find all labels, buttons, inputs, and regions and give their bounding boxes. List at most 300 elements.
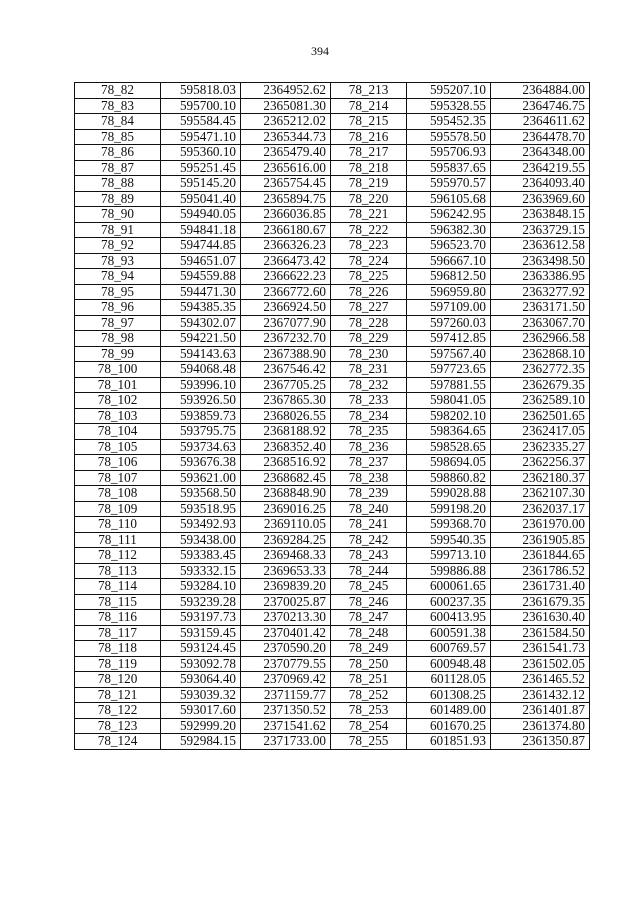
y-coordinate-cell: 2365754.45	[241, 176, 331, 192]
point-id-cell: 78_106	[75, 455, 161, 471]
y-coordinate-cell: 2363729.15	[491, 222, 590, 238]
y-coordinate-cell: 2362772.35	[491, 362, 590, 378]
x-coordinate-cell: 598202.10	[407, 408, 491, 424]
point-id-cell: 78_111	[75, 532, 161, 548]
x-coordinate-cell: 601489.00	[407, 703, 491, 719]
y-coordinate-cell: 2367232.70	[241, 331, 331, 347]
point-id-cell: 78_122	[75, 703, 161, 719]
table-row	[75, 672, 590, 688]
table-row	[75, 331, 590, 347]
point-id-cell: 78_247	[331, 610, 407, 626]
y-coordinate-cell: 2361731.40	[491, 579, 590, 595]
table-row	[75, 501, 590, 517]
x-coordinate-cell: 595041.40	[161, 191, 241, 207]
point-id-cell: 78_116	[75, 610, 161, 626]
x-coordinate-cell: 594302.07	[161, 315, 241, 331]
x-coordinate-cell: 601308.25	[407, 687, 491, 703]
x-coordinate-cell: 598041.05	[407, 393, 491, 409]
y-coordinate-cell: 2365616.00	[241, 160, 331, 176]
y-coordinate-cell: 2365344.73	[241, 129, 331, 145]
page-number: 394	[311, 44, 329, 58]
y-coordinate-cell: 2371541.62	[241, 718, 331, 734]
y-coordinate-cell: 2361844.65	[491, 548, 590, 564]
x-coordinate-cell: 593064.40	[161, 672, 241, 688]
y-coordinate-cell: 2370401.42	[241, 625, 331, 641]
point-id-cell: 78_254	[331, 718, 407, 734]
point-id-cell: 78_240	[331, 501, 407, 517]
point-id-cell: 78_244	[331, 563, 407, 579]
x-coordinate-cell: 593017.60	[161, 703, 241, 719]
x-coordinate-cell: 594651.07	[161, 253, 241, 269]
point-id-cell: 78_217	[331, 145, 407, 161]
x-coordinate-cell: 595706.93	[407, 145, 491, 161]
table-row	[75, 83, 590, 99]
point-id-cell: 78_245	[331, 579, 407, 595]
x-coordinate-cell: 598694.05	[407, 455, 491, 471]
x-coordinate-cell: 596812.50	[407, 269, 491, 285]
y-coordinate-cell: 2368682.45	[241, 470, 331, 486]
y-coordinate-cell: 2361905.85	[491, 532, 590, 548]
table-row	[75, 517, 590, 533]
x-coordinate-cell: 593438.00	[161, 532, 241, 548]
y-coordinate-cell: 2364348.00	[491, 145, 590, 161]
table-row	[75, 207, 590, 223]
y-coordinate-cell: 2362589.10	[491, 393, 590, 409]
y-coordinate-cell: 2363067.70	[491, 315, 590, 331]
point-id-cell: 78_83	[75, 98, 161, 114]
x-coordinate-cell: 597881.55	[407, 377, 491, 393]
point-id-cell: 78_233	[331, 393, 407, 409]
y-coordinate-cell: 2363498.50	[491, 253, 590, 269]
y-coordinate-cell: 2368352.40	[241, 439, 331, 455]
x-coordinate-cell: 597723.65	[407, 362, 491, 378]
point-id-cell: 78_120	[75, 672, 161, 688]
point-id-cell: 78_253	[331, 703, 407, 719]
table-row	[75, 532, 590, 548]
y-coordinate-cell: 2361970.00	[491, 517, 590, 533]
y-coordinate-cell: 2361401.87	[491, 703, 590, 719]
x-coordinate-cell: 593795.75	[161, 424, 241, 440]
table-row	[75, 687, 590, 703]
table-row	[75, 160, 590, 176]
x-coordinate-cell: 599028.88	[407, 486, 491, 502]
table-row	[75, 641, 590, 657]
point-id-cell: 78_229	[331, 331, 407, 347]
point-id-cell: 78_99	[75, 346, 161, 362]
y-coordinate-cell: 2366036.85	[241, 207, 331, 223]
table-row	[75, 377, 590, 393]
y-coordinate-cell: 2362679.35	[491, 377, 590, 393]
point-id-cell: 78_92	[75, 238, 161, 254]
x-coordinate-cell: 597109.00	[407, 300, 491, 316]
y-coordinate-cell: 2364746.75	[491, 98, 590, 114]
y-coordinate-cell: 2369468.33	[241, 548, 331, 564]
y-coordinate-cell: 2367865.30	[241, 393, 331, 409]
y-coordinate-cell: 2364478.70	[491, 129, 590, 145]
table-row	[75, 579, 590, 595]
y-coordinate-cell: 2369839.20	[241, 579, 331, 595]
y-coordinate-cell: 2367388.90	[241, 346, 331, 362]
point-id-cell: 78_97	[75, 315, 161, 331]
point-id-cell: 78_252	[331, 687, 407, 703]
x-coordinate-cell: 593859.73	[161, 408, 241, 424]
table-row	[75, 176, 590, 192]
y-coordinate-cell: 2370590.20	[241, 641, 331, 657]
y-coordinate-cell: 2364219.55	[491, 160, 590, 176]
table-row	[75, 129, 590, 145]
x-coordinate-cell: 593676.38	[161, 455, 241, 471]
x-coordinate-cell: 601128.05	[407, 672, 491, 688]
point-id-cell: 78_215	[331, 114, 407, 130]
x-coordinate-cell: 598528.65	[407, 439, 491, 455]
x-coordinate-cell: 593124.45	[161, 641, 241, 657]
point-id-cell: 78_96	[75, 300, 161, 316]
point-id-cell: 78_232	[331, 377, 407, 393]
x-coordinate-cell: 595584.45	[161, 114, 241, 130]
x-coordinate-cell: 595700.10	[161, 98, 241, 114]
point-id-cell: 78_93	[75, 253, 161, 269]
coordinates-table-body	[75, 83, 590, 750]
point-id-cell: 78_242	[331, 532, 407, 548]
point-id-cell: 78_102	[75, 393, 161, 409]
point-id-cell: 78_87	[75, 160, 161, 176]
x-coordinate-cell: 598364.65	[407, 424, 491, 440]
table-row	[75, 145, 590, 161]
table-row	[75, 284, 590, 300]
table-row	[75, 346, 590, 362]
x-coordinate-cell: 595818.03	[161, 83, 241, 99]
table-row	[75, 548, 590, 564]
table-row	[75, 455, 590, 471]
point-id-cell: 78_235	[331, 424, 407, 440]
point-id-cell: 78_216	[331, 129, 407, 145]
x-coordinate-cell: 601670.25	[407, 718, 491, 734]
x-coordinate-cell: 594744.85	[161, 238, 241, 254]
y-coordinate-cell: 2370025.87	[241, 594, 331, 610]
y-coordinate-cell: 2362335.27	[491, 439, 590, 455]
point-id-cell: 78_112	[75, 548, 161, 564]
point-id-cell: 78_124	[75, 734, 161, 750]
y-coordinate-cell: 2362868.10	[491, 346, 590, 362]
y-coordinate-cell: 2364884.00	[491, 83, 590, 99]
table-row	[75, 439, 590, 455]
table-row	[75, 300, 590, 316]
y-coordinate-cell: 2367705.25	[241, 377, 331, 393]
x-coordinate-cell: 600237.35	[407, 594, 491, 610]
y-coordinate-cell: 2366772.60	[241, 284, 331, 300]
x-coordinate-cell: 594221.50	[161, 331, 241, 347]
point-id-cell: 78_213	[331, 83, 407, 99]
y-coordinate-cell: 2366326.23	[241, 238, 331, 254]
x-coordinate-cell: 599198.20	[407, 501, 491, 517]
y-coordinate-cell: 2371733.00	[241, 734, 331, 750]
point-id-cell: 78_237	[331, 455, 407, 471]
point-id-cell: 78_108	[75, 486, 161, 502]
point-id-cell: 78_228	[331, 315, 407, 331]
x-coordinate-cell: 594940.05	[161, 207, 241, 223]
table-row	[75, 734, 590, 750]
point-id-cell: 78_101	[75, 377, 161, 393]
point-id-cell: 78_88	[75, 176, 161, 192]
point-id-cell: 78_89	[75, 191, 161, 207]
point-id-cell: 78_90	[75, 207, 161, 223]
point-id-cell: 78_84	[75, 114, 161, 130]
table-row	[75, 222, 590, 238]
x-coordinate-cell: 599368.70	[407, 517, 491, 533]
point-id-cell: 78_239	[331, 486, 407, 502]
y-coordinate-cell: 2363277.92	[491, 284, 590, 300]
y-coordinate-cell: 2361786.52	[491, 563, 590, 579]
y-coordinate-cell: 2363612.58	[491, 238, 590, 254]
x-coordinate-cell: 593197.73	[161, 610, 241, 626]
x-coordinate-cell: 594471.30	[161, 284, 241, 300]
y-coordinate-cell: 2364611.62	[491, 114, 590, 130]
y-coordinate-cell: 2362180.37	[491, 470, 590, 486]
x-coordinate-cell: 595970.57	[407, 176, 491, 192]
point-id-cell: 78_227	[331, 300, 407, 316]
point-id-cell: 78_231	[331, 362, 407, 378]
y-coordinate-cell: 2364093.40	[491, 176, 590, 192]
y-coordinate-cell: 2361465.52	[491, 672, 590, 688]
y-coordinate-cell: 2365081.30	[241, 98, 331, 114]
point-id-cell: 78_85	[75, 129, 161, 145]
table-row	[75, 114, 590, 130]
y-coordinate-cell: 2365212.02	[241, 114, 331, 130]
point-id-cell: 78_219	[331, 176, 407, 192]
point-id-cell: 78_82	[75, 83, 161, 99]
table-row	[75, 269, 590, 285]
point-id-cell: 78_118	[75, 641, 161, 657]
point-id-cell: 78_110	[75, 517, 161, 533]
y-coordinate-cell: 2362501.65	[491, 408, 590, 424]
y-coordinate-cell: 2371159.77	[241, 687, 331, 703]
x-coordinate-cell: 593926.50	[161, 393, 241, 409]
table-row	[75, 362, 590, 378]
y-coordinate-cell: 2371350.52	[241, 703, 331, 719]
x-coordinate-cell: 596667.10	[407, 253, 491, 269]
table-row	[75, 393, 590, 409]
x-coordinate-cell: 593734.63	[161, 439, 241, 455]
table-row	[75, 470, 590, 486]
table-row	[75, 315, 590, 331]
x-coordinate-cell: 593568.50	[161, 486, 241, 502]
y-coordinate-cell: 2369284.25	[241, 532, 331, 548]
x-coordinate-cell: 597412.85	[407, 331, 491, 347]
x-coordinate-cell: 597567.40	[407, 346, 491, 362]
x-coordinate-cell: 595471.10	[161, 129, 241, 145]
x-coordinate-cell: 596523.70	[407, 238, 491, 254]
y-coordinate-cell: 2363171.50	[491, 300, 590, 316]
y-coordinate-cell: 2362256.37	[491, 455, 590, 471]
x-coordinate-cell: 601851.93	[407, 734, 491, 750]
point-id-cell: 78_246	[331, 594, 407, 610]
point-id-cell: 78_221	[331, 207, 407, 223]
x-coordinate-cell: 594385.35	[161, 300, 241, 316]
y-coordinate-cell: 2362107.30	[491, 486, 590, 502]
point-id-cell: 78_234	[331, 408, 407, 424]
point-id-cell: 78_107	[75, 470, 161, 486]
y-coordinate-cell: 2362966.58	[491, 331, 590, 347]
y-coordinate-cell: 2361630.40	[491, 610, 590, 626]
y-coordinate-cell: 2370213.30	[241, 610, 331, 626]
point-id-cell: 78_225	[331, 269, 407, 285]
y-coordinate-cell: 2361350.87	[491, 734, 590, 750]
x-coordinate-cell: 593332.15	[161, 563, 241, 579]
point-id-cell: 78_224	[331, 253, 407, 269]
table-row	[75, 610, 590, 626]
point-id-cell: 78_121	[75, 687, 161, 703]
point-id-cell: 78_243	[331, 548, 407, 564]
x-coordinate-cell: 594841.18	[161, 222, 241, 238]
point-id-cell: 78_117	[75, 625, 161, 641]
x-coordinate-cell: 596242.95	[407, 207, 491, 223]
point-id-cell: 78_241	[331, 517, 407, 533]
table-row	[75, 98, 590, 114]
x-coordinate-cell: 595837.65	[407, 160, 491, 176]
table-row	[75, 424, 590, 440]
y-coordinate-cell: 2364952.62	[241, 83, 331, 99]
table-row	[75, 594, 590, 610]
y-coordinate-cell: 2370779.55	[241, 656, 331, 672]
y-coordinate-cell: 2369653.33	[241, 563, 331, 579]
x-coordinate-cell: 598860.82	[407, 470, 491, 486]
table-row	[75, 625, 590, 641]
point-id-cell: 78_109	[75, 501, 161, 517]
x-coordinate-cell: 600948.48	[407, 656, 491, 672]
x-coordinate-cell: 595207.10	[407, 83, 491, 99]
table-row	[75, 563, 590, 579]
x-coordinate-cell: 593518.95	[161, 501, 241, 517]
x-coordinate-cell: 593621.00	[161, 470, 241, 486]
x-coordinate-cell: 594559.88	[161, 269, 241, 285]
x-coordinate-cell: 595452.35	[407, 114, 491, 130]
y-coordinate-cell: 2361679.35	[491, 594, 590, 610]
point-id-cell: 78_220	[331, 191, 407, 207]
y-coordinate-cell: 2365479.40	[241, 145, 331, 161]
coordinates-table	[74, 82, 590, 750]
x-coordinate-cell: 593092.78	[161, 656, 241, 672]
y-coordinate-cell: 2361432.12	[491, 687, 590, 703]
point-id-cell: 78_95	[75, 284, 161, 300]
y-coordinate-cell: 2368516.92	[241, 455, 331, 471]
table-row	[75, 191, 590, 207]
point-id-cell: 78_119	[75, 656, 161, 672]
y-coordinate-cell: 2361374.80	[491, 718, 590, 734]
point-id-cell: 78_230	[331, 346, 407, 362]
point-id-cell: 78_115	[75, 594, 161, 610]
y-coordinate-cell: 2369016.25	[241, 501, 331, 517]
x-coordinate-cell: 593159.45	[161, 625, 241, 641]
x-coordinate-cell: 593239.28	[161, 594, 241, 610]
y-coordinate-cell: 2361541.73	[491, 641, 590, 657]
point-id-cell: 78_236	[331, 439, 407, 455]
y-coordinate-cell: 2362417.05	[491, 424, 590, 440]
point-id-cell: 78_255	[331, 734, 407, 750]
y-coordinate-cell: 2363386.95	[491, 269, 590, 285]
point-id-cell: 78_103	[75, 408, 161, 424]
x-coordinate-cell: 597260.03	[407, 315, 491, 331]
y-coordinate-cell: 2366622.23	[241, 269, 331, 285]
x-coordinate-cell: 595578.50	[407, 129, 491, 145]
x-coordinate-cell: 600061.65	[407, 579, 491, 595]
y-coordinate-cell: 2361502.05	[491, 656, 590, 672]
x-coordinate-cell: 592999.20	[161, 718, 241, 734]
point-id-cell: 78_123	[75, 718, 161, 734]
x-coordinate-cell: 596959.80	[407, 284, 491, 300]
point-id-cell: 78_94	[75, 269, 161, 285]
point-id-cell: 78_114	[75, 579, 161, 595]
y-coordinate-cell: 2366924.50	[241, 300, 331, 316]
point-id-cell: 78_113	[75, 563, 161, 579]
x-coordinate-cell: 595328.55	[407, 98, 491, 114]
x-coordinate-cell: 593039.32	[161, 687, 241, 703]
x-coordinate-cell: 599886.88	[407, 563, 491, 579]
table-row	[75, 486, 590, 502]
x-coordinate-cell: 594068.48	[161, 362, 241, 378]
y-coordinate-cell: 2367546.42	[241, 362, 331, 378]
point-id-cell: 78_222	[331, 222, 407, 238]
table-row	[75, 253, 590, 269]
point-id-cell: 78_98	[75, 331, 161, 347]
x-coordinate-cell: 593383.45	[161, 548, 241, 564]
y-coordinate-cell: 2366180.67	[241, 222, 331, 238]
point-id-cell: 78_86	[75, 145, 161, 161]
point-id-cell: 78_250	[331, 656, 407, 672]
point-id-cell: 78_100	[75, 362, 161, 378]
y-coordinate-cell: 2367077.90	[241, 315, 331, 331]
y-coordinate-cell: 2369110.05	[241, 517, 331, 533]
table-row	[75, 656, 590, 672]
x-coordinate-cell: 596382.30	[407, 222, 491, 238]
point-id-cell: 78_226	[331, 284, 407, 300]
x-coordinate-cell: 594143.63	[161, 346, 241, 362]
y-coordinate-cell: 2366473.42	[241, 253, 331, 269]
y-coordinate-cell: 2368026.55	[241, 408, 331, 424]
table-row	[75, 408, 590, 424]
x-coordinate-cell: 595360.10	[161, 145, 241, 161]
table-row	[75, 238, 590, 254]
table-row	[75, 703, 590, 719]
y-coordinate-cell: 2368848.90	[241, 486, 331, 502]
point-id-cell: 78_251	[331, 672, 407, 688]
x-coordinate-cell: 593284.10	[161, 579, 241, 595]
x-coordinate-cell: 593492.93	[161, 517, 241, 533]
table-row	[75, 718, 590, 734]
x-coordinate-cell: 600413.95	[407, 610, 491, 626]
x-coordinate-cell: 599713.10	[407, 548, 491, 564]
y-coordinate-cell: 2363969.60	[491, 191, 590, 207]
y-coordinate-cell: 2370969.42	[241, 672, 331, 688]
y-coordinate-cell: 2362037.17	[491, 501, 590, 517]
point-id-cell: 78_218	[331, 160, 407, 176]
y-coordinate-cell: 2365894.75	[241, 191, 331, 207]
x-coordinate-cell: 600769.57	[407, 641, 491, 657]
x-coordinate-cell: 595145.20	[161, 176, 241, 192]
point-id-cell: 78_249	[331, 641, 407, 657]
point-id-cell: 78_238	[331, 470, 407, 486]
x-coordinate-cell: 593996.10	[161, 377, 241, 393]
point-id-cell: 78_104	[75, 424, 161, 440]
point-id-cell: 78_248	[331, 625, 407, 641]
point-id-cell: 78_214	[331, 98, 407, 114]
x-coordinate-cell: 599540.35	[407, 532, 491, 548]
x-coordinate-cell: 592984.15	[161, 734, 241, 750]
point-id-cell: 78_91	[75, 222, 161, 238]
y-coordinate-cell: 2368188.92	[241, 424, 331, 440]
point-id-cell: 78_105	[75, 439, 161, 455]
y-coordinate-cell: 2363848.15	[491, 207, 590, 223]
y-coordinate-cell: 2361584.50	[491, 625, 590, 641]
